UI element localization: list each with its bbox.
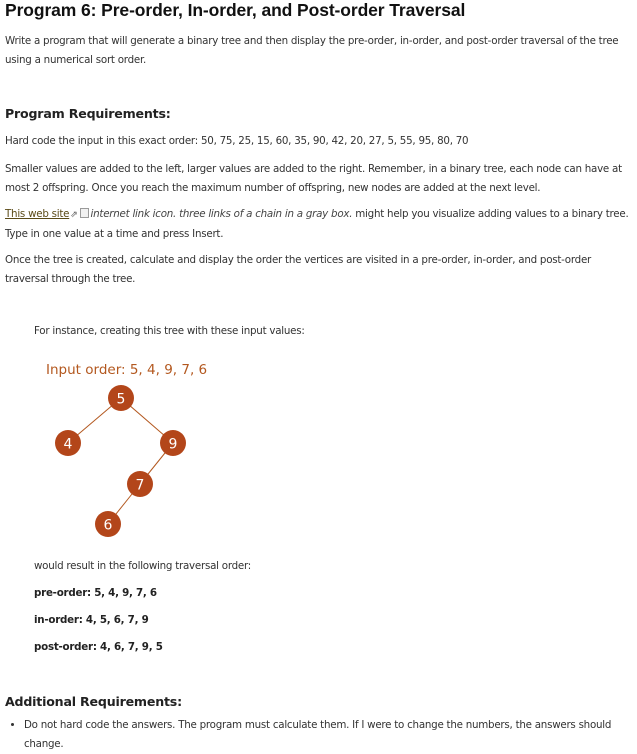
node-label: 4	[63, 436, 73, 453]
rule-text: Smaller values are added to the left, larger values are added to the right. Remember, in a binary tree, each node can have at most 2 offspring. Once you reach the maximum number of offspring, new nodes are added at the next level.	[5, 163, 622, 194]
diagram-title: Input order: 5, 4, 9, 7, 6	[46, 362, 208, 378]
list-item: • Do not hard code the answers. The program must calculate them. If I were to change the numbers, the answers should change.	[24, 716, 636, 754]
inorder-result: in-order: 4, 5, 6, 7, 9	[34, 614, 149, 626]
result-intro: would result in the following traversal order:	[34, 560, 252, 572]
node-label: 9	[168, 436, 178, 453]
calculate-text: Once the tree is created, calculate and display the order the vertices are visited in a pre-order, in-order, and post-order traversal through the tree.	[5, 254, 592, 285]
postorder-result: post-order: 4, 6, 7, 9, 5	[34, 641, 163, 653]
tree-node-4	[55, 430, 81, 456]
example-intro: For instance, creating this tree with these input values:	[34, 325, 305, 337]
node-label: 6	[103, 517, 113, 534]
intro-text: Write a program that will generate a binary tree and then display the pre-order, in-order, and post-order traversal of the tree using a numerical sort order.	[5, 35, 619, 66]
tree-edges	[68, 398, 173, 524]
hard-code-text: Hard code the input in this exact order: 50, 75, 25, 15, 60, 35, 90, 42, 20, 27, 5, 55, 95, 80, 70	[5, 135, 469, 147]
page-title: Program 6: Pre-order, In-order, and Post-order Traversal	[5, 0, 466, 20]
additional-list	[5, 716, 636, 754]
external-link-icon: ⇗	[70, 210, 78, 220]
tree-node-6	[95, 511, 121, 537]
tree-node-5	[108, 385, 134, 411]
node-label: 7	[135, 477, 145, 494]
website-link[interactable]: This web site	[5, 208, 70, 220]
additional-heading: Additional Requirements:	[5, 694, 182, 709]
tree-node-9	[160, 430, 186, 456]
image-alt-text: internet link icon. three links of a chain in a gray box.	[90, 208, 353, 220]
requirements-heading: Program Requirements:	[5, 106, 171, 121]
preorder-result: pre-order: 5, 4, 9, 7, 6	[34, 587, 157, 599]
node-label: 5	[116, 391, 126, 408]
tree-node-7	[127, 471, 153, 497]
website-rest-text: might help you visualize adding values to a binary tree. Type in one value at a time and press Insert.	[5, 208, 629, 240]
